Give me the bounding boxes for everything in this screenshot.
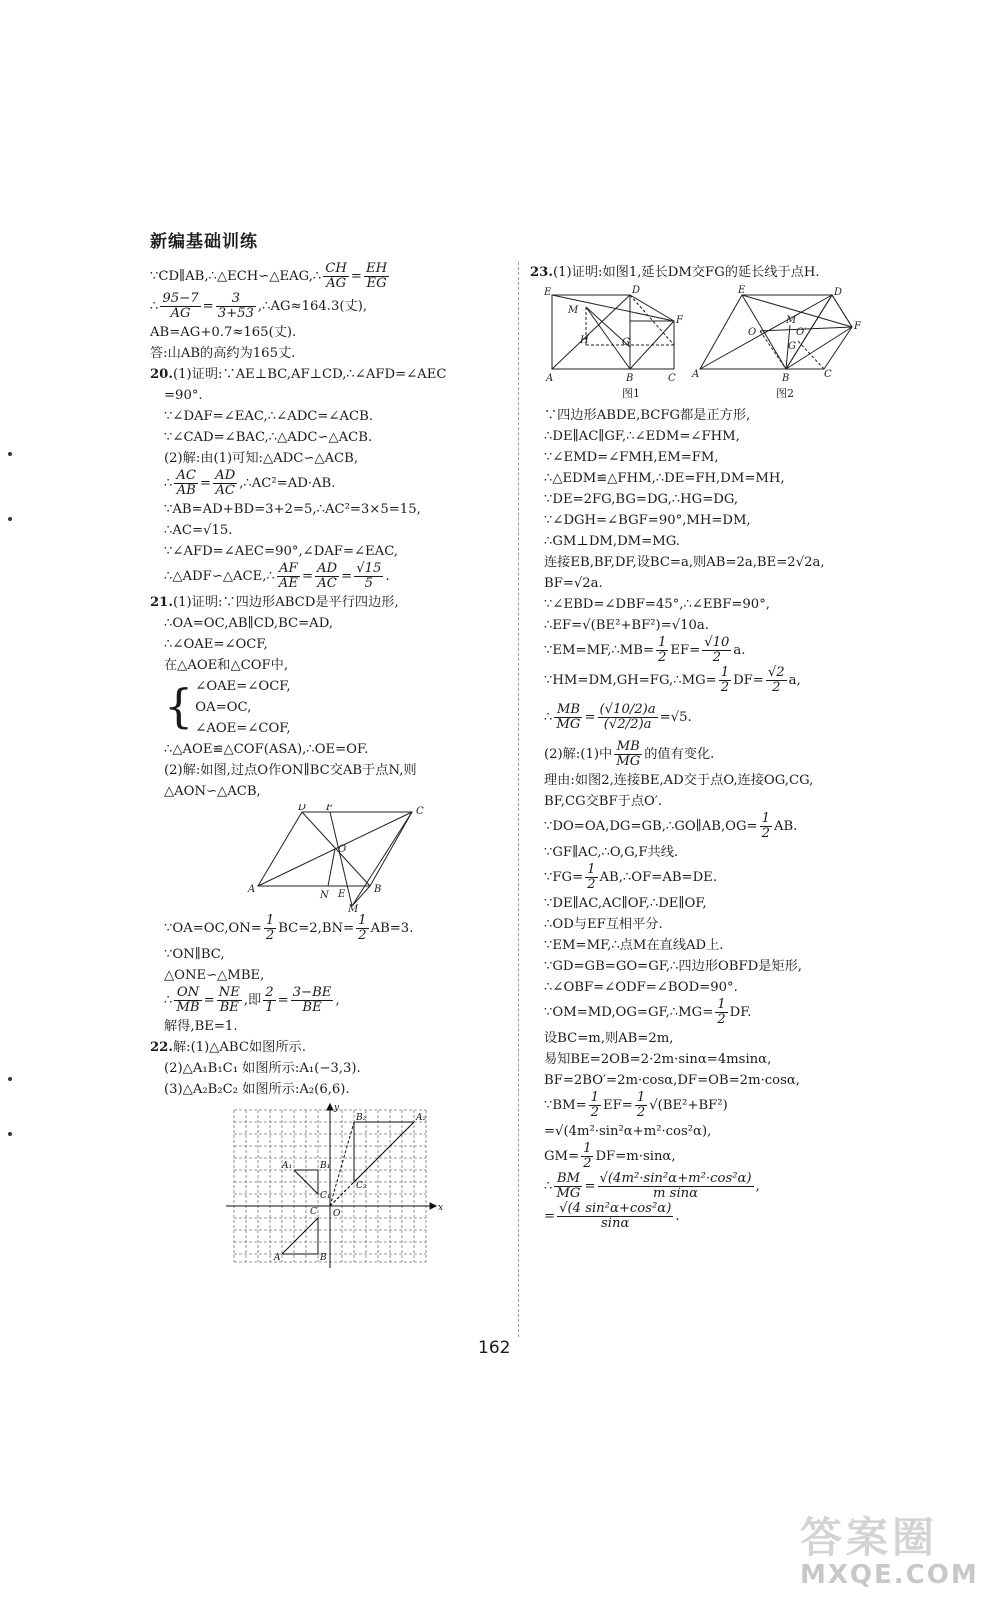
text-line: 设BC=m,则AB=2m, [544, 1031, 674, 1046]
svg-text:O′: O′ [796, 327, 807, 338]
text-line: ∴OA=OC,AB∥CD,BC=AD, [164, 616, 333, 631]
text-line: ∴∠OAE=∠OCF, [164, 637, 268, 652]
text-line: ∵ON∥BC, [164, 947, 225, 962]
text-line: AB=AG+0.7≈165(丈). [150, 325, 297, 340]
text-line: ∵OA=OC,ON= $\frac{1}{2}$ BC=2,BN= $\frac{1}{2}$ AB=3. [164, 913, 414, 943]
text-line: ∵EM=MF,∴MB= $\frac{1}{2}$ EF= $\frac{√10}{2}$ a. [544, 635, 746, 665]
text-line: ∵GD=GB=GO=GF,∴四边形OBFD是矩形, [544, 959, 802, 974]
text-line: 连接EB,BF,DF,设BC=a,则AB=2a,BE=2√2a, [544, 555, 825, 570]
geometry-figures-1-2 [530, 285, 875, 403]
text-line: ∵DE=2FG,BG=DG,∴HG=DG, [544, 492, 739, 507]
svg-text:C: C [668, 373, 676, 384]
text-line: ∴ $\frac{95-7}{AG}$ = $\frac{3}{3+53}$ ,∴AG≈164.3(丈), [150, 291, 368, 321]
text-line: 理由:如图2,连接BE,AD交于点O,连接OG,CG, [544, 773, 814, 788]
figure-caption: 图1 [622, 387, 640, 400]
svg-text:F: F [676, 315, 683, 326]
text-line: ∴ $\frac{ON}{MB}$ = $\frac{NE}{BE}$ ,即 $\frac{2}{1}$ = $\frac{3-BE}{BE}$ , [164, 985, 340, 1015]
column-divider [518, 262, 519, 1337]
margin-mark [8, 1132, 12, 1136]
margin-mark [8, 517, 12, 521]
svg-text:A₂: A₂ [416, 1113, 427, 1123]
svg-text:C: C [416, 806, 424, 817]
svg-text:E: E [544, 287, 552, 298]
text-line: △AON∽△ACB, [164, 784, 261, 799]
text-line: ∴AC=√15. [164, 523, 233, 538]
svg-text:A: A [274, 1253, 281, 1263]
left-column [150, 262, 510, 1274]
margin-mark [8, 452, 12, 456]
figure-caption: 图2 [776, 387, 794, 400]
text-line: 易知BE=2OB=2·2m·sinα=4msinα, [544, 1052, 772, 1067]
svg-text:C: C [824, 369, 832, 380]
text-line: 答:山AB的高约为165丈. [150, 346, 296, 361]
text-line: GM= $\frac{1}{2}$ DF=m·sinα, [544, 1141, 676, 1171]
text-line: ∵EM=MF,∴点M在直线AD上. [544, 938, 724, 953]
svg-text:N: N [320, 890, 329, 901]
svg-text:B: B [320, 1253, 327, 1263]
svg-text:A: A [692, 369, 700, 380]
page-number: 162 [478, 1338, 511, 1358]
svg-text:F: F [326, 804, 333, 813]
watermark-logo: 答案圈 [800, 1513, 939, 1562]
svg-text:B₂: B₂ [356, 1113, 367, 1123]
svg-text:C: C [310, 1207, 317, 1217]
svg-text:D: D [834, 287, 843, 298]
question-20: 20.(1)证明:∵AE⊥BC,AF⊥CD,∴∠AFD=∠AEC [150, 367, 447, 382]
text-line: (2)解:如图,过点O作ON∥BC交AB于点N,则 [164, 763, 417, 778]
text-line: ∵HM=DM,GH=FG,∴MG= $\frac{1}{2}$ DF= $\frac{√2}{2}$ a, [544, 665, 801, 695]
text-line: ∵四边形ABDE,BCFG都是正方形, [544, 408, 751, 423]
svg-text:A: A [546, 373, 554, 384]
text-line: (3)△A₂B₂C₂ 如图所示:A₂(6,6). [164, 1082, 350, 1097]
text-line: BF,CG交BF于点O′. [544, 794, 663, 809]
text-line: = $\frac{\text{√(4 sin²α+cos²α)}}{\sin\alpha}$ . [544, 1201, 680, 1231]
svg-text:F: F [854, 321, 861, 332]
text-line: ∴△AOE≌△COF(ASA),∴OE=OF. [164, 742, 369, 757]
svg-text:O: O [338, 844, 347, 855]
text-line: (2)△A₁B₁C₁ 如图所示:A₁(−3,3). [164, 1061, 361, 1076]
svg-text:M: M [348, 904, 359, 912]
text-line: ∴GM⊥DM,DM=MG. [544, 534, 680, 549]
question-23: 23.(1)证明:如图1,延长DM交FG的延长线于点H. [530, 265, 820, 280]
text-line: ∴DE∥AC∥GF,∴∠EDM=∠FHM, [544, 429, 740, 444]
text-line: △ONE∽△MBE, [164, 968, 265, 983]
text-line: ∴ $\frac{AC}{AB}$ = $\frac{AD}{AC}$ ,∴AC²=AD·AB. [164, 468, 336, 498]
svg-text:O: O [333, 1209, 341, 1219]
svg-text:H: H [580, 335, 589, 346]
text-line: ∵OM=MD,OG=GF,∴MG= $\frac{1}{2}$ DF. [544, 997, 752, 1027]
svg-text:C₁: C₁ [320, 1191, 331, 1201]
text-line: 在△AOE和△COF中, [164, 658, 289, 673]
svg-text:E: E [738, 285, 746, 296]
question-22: 22.解:(1)△ABC如图所示. [150, 1040, 306, 1055]
section-title: 新编基础训练 [150, 232, 258, 252]
svg-text:D: D [298, 804, 307, 813]
text-line: ∴△ADF∽△ACE,∴ $\frac{AF}{AE}$ = $\frac{AD}{AC}$ = $\frac{√15}{5}$ . [164, 561, 390, 591]
question-21: 21.(1)证明:∵四边形ABCD是平行四边形, [150, 595, 399, 610]
svg-text:B: B [782, 373, 790, 384]
text-line: =90°. [164, 388, 203, 403]
svg-text:B: B [374, 884, 382, 895]
text-line: ∴∠OBF=∠ODF=∠BOD=90°. [544, 980, 738, 995]
text-line: (2)解:(1)中 $\frac{MB}{MG}$ 的值有变化. [544, 739, 715, 769]
text-line: ∵∠EBD=∠DBF=45°,∴∠EBF=90°, [544, 597, 770, 612]
text-line: ∴ $\frac{MB}{MG}$ = $\frac{(√10/2)a}{(√2/2)a}$ =√5. [544, 702, 692, 732]
text-line: BF=√2a. [544, 576, 603, 591]
text-line: ∵BM= $\frac{1}{2}$ EF= $\frac{1}{2}$ √(BE²+BF²) [544, 1090, 728, 1120]
svg-text:C₂: C₂ [356, 1181, 367, 1191]
svg-text:O: O [748, 327, 757, 338]
svg-text:D: D [632, 285, 641, 296]
svg-text:x: x [438, 1203, 444, 1213]
svg-text:A: A [248, 884, 256, 895]
svg-text:B: B [626, 373, 634, 384]
margin-mark [8, 1077, 12, 1081]
brace-symbol: { [164, 679, 194, 733]
text-line: ∴OD与EF互相平分. [544, 917, 663, 932]
text-line: ∴EF=√(BE²+BF²)=√10a. [544, 618, 709, 633]
text-line: ∵∠CAD=∠BAC,∴△ADC∽△ACB. [164, 430, 373, 445]
text-line: ∵FG= $\frac{1}{2}$ AB,∴OF=AB=DE. [544, 862, 717, 892]
text-line: 解得,BE=1. [164, 1019, 238, 1034]
brace-system: { ∠OAE=∠OCF, OA=OC, ∠AOE=∠COF, [150, 676, 510, 739]
svg-text:M: M [568, 305, 579, 316]
svg-text:B₁: B₁ [320, 1161, 331, 1171]
right-column [530, 262, 875, 1232]
text-line: ∵DE∥AC,AC∥OF,∴DE∥OF, [544, 896, 707, 911]
text-line: ∵CD∥AB,∴△ECH∽△EAG,∴ $\frac{CH}{AG}$ = $\frac{EH}{EG}$ [150, 261, 388, 291]
text-line: ∴△EDM≌△FHM,∴DE=FH,DM=MH, [544, 471, 785, 486]
text-line: ∵GF∥AC,∴O,G,F共线. [544, 845, 679, 860]
text-line: ∵∠DGH=∠BGF=90°,MH=DM, [544, 513, 751, 528]
watermark-url: MXQE.COM [800, 1560, 979, 1590]
svg-text:G: G [622, 337, 630, 348]
text-line: BF=2BO′=2m·cosα,DF=OB=2m·cosα, [544, 1073, 800, 1088]
text-line: ∴ $\frac{BM}{MG}$ = $\frac{\text{√(4m²·sin²α+m²·cos²α)}}{\text{m sinα}}$ , [544, 1171, 760, 1201]
svg-text:A₁: A₁ [282, 1161, 293, 1171]
text-line: ∵AB=AD+BD=3+2=5,∴AC²=3×5=15, [164, 502, 421, 517]
svg-text:E: E [338, 889, 346, 900]
svg-text:M: M [786, 315, 797, 326]
coordinate-grid-figure [150, 1102, 510, 1272]
svg-text:y: y [334, 1103, 340, 1113]
text-line: (2)解:由(1)可知:△ADC∽△ACB, [164, 451, 359, 466]
parallelogram-figure [150, 804, 510, 912]
text-line: ∵∠AFD=∠AEC=90°,∠DAF=∠EAC, [164, 544, 399, 559]
svg-text:G: G [788, 341, 796, 352]
text-line: ∵∠EMD=∠FMH,EM=FM, [544, 450, 719, 465]
text-line: ∵∠DAF=∠EAC,∴∠ADC=∠ACB. [164, 409, 373, 424]
text-line: ∵DO=OA,DG=GB,∴GO∥AB,OG= $\frac{1}{2}$ AB. [544, 811, 798, 841]
text-line: =√(4m²·sin²α+m²·cos²α), [544, 1124, 712, 1139]
